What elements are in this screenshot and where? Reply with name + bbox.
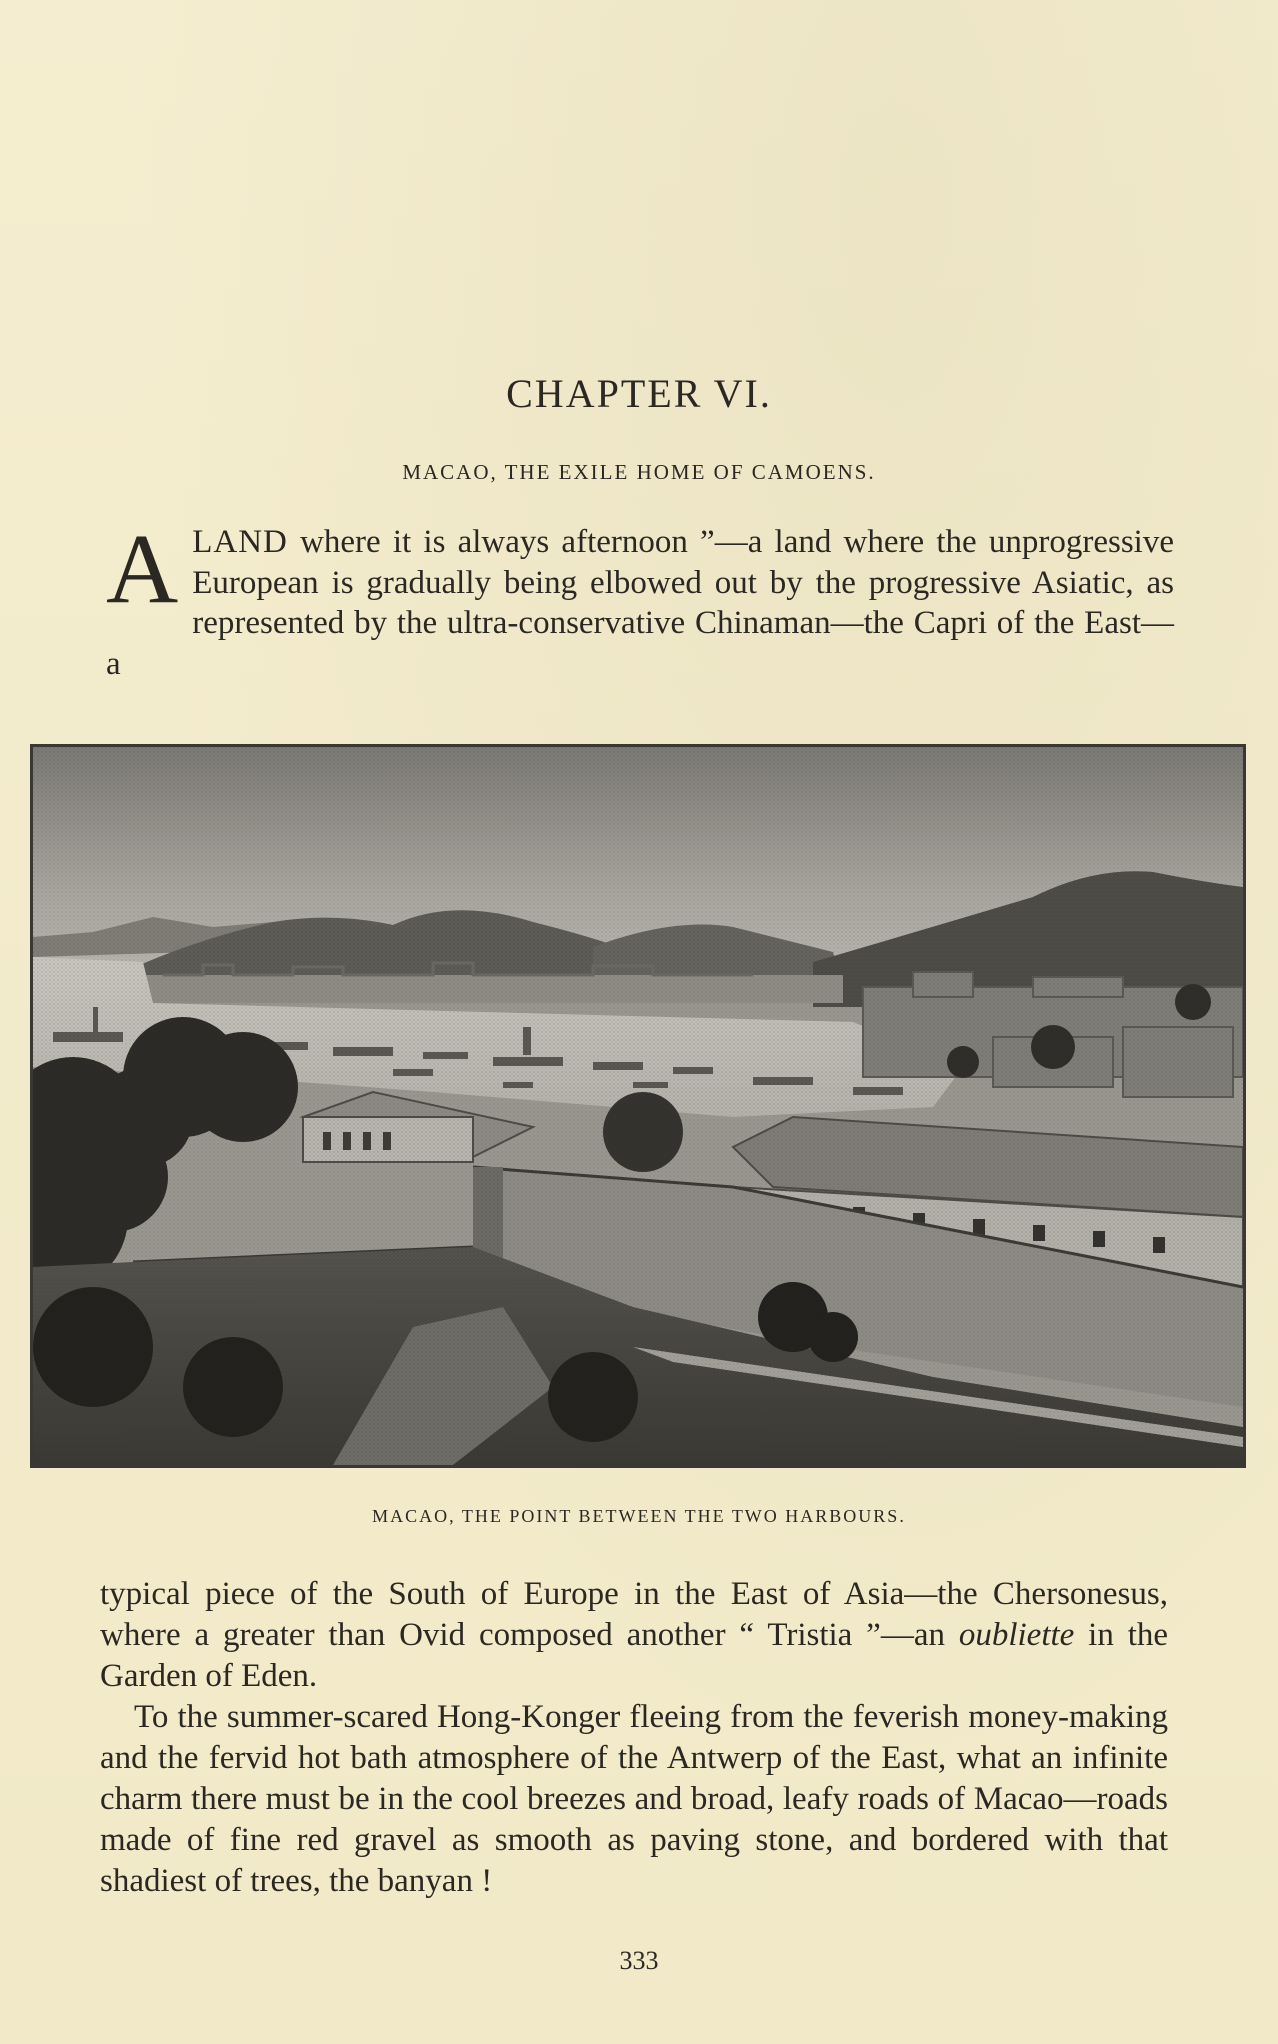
paragraph-1-start: typical piece of the South of Europe in the East of Asia—the Chersonesus, where a greater than Ovid composed another “ Tristia ”—an <box>100 1576 1168 1653</box>
chapter-title: CHAPTER VI. <box>506 371 772 416</box>
paragraph-1 <box>100 1574 1168 1697</box>
paragraph-2: To the summer-scared Hong-Konger fleeing from the feverish money-making and the fervid hot bath atmosphere of the Antwerp of the East, what an infinite charm there must be in the cool breezes and broad, leafy roads of Macao—roads made of fine red gravel as smooth as paving stone, and bordered with that shadiest of trees, the banyan ! <box>100 1699 1168 1899</box>
lead-caps: LAND <box>192 524 288 560</box>
paragraph-1-end: in the Garden of Eden. <box>100 1617 1169 1694</box>
opening-paragraph <box>106 513 1174 684</box>
drop-cap: A <box>106 513 179 624</box>
page-number: 333 <box>619 1946 659 1975</box>
opening-text: where it is always afternoon ”—a land where the unprogressive European is gradually being elbowed out by the progressive Asiatic, as represented by the ultra-conservative Chinaman—the Capri of the East—a <box>106 524 1174 682</box>
body-text <box>100 1574 1168 1902</box>
harbour-photograph <box>30 744 1246 1468</box>
chapter-subtitle: MACAO, THE EXILE HOME OF CAMOENS. <box>402 460 876 484</box>
paragraph-1-italic: oubliette <box>958 1617 1075 1653</box>
figure-caption: MACAO, THE POINT BETWEEN THE TWO HARBOURS. <box>372 1506 906 1526</box>
